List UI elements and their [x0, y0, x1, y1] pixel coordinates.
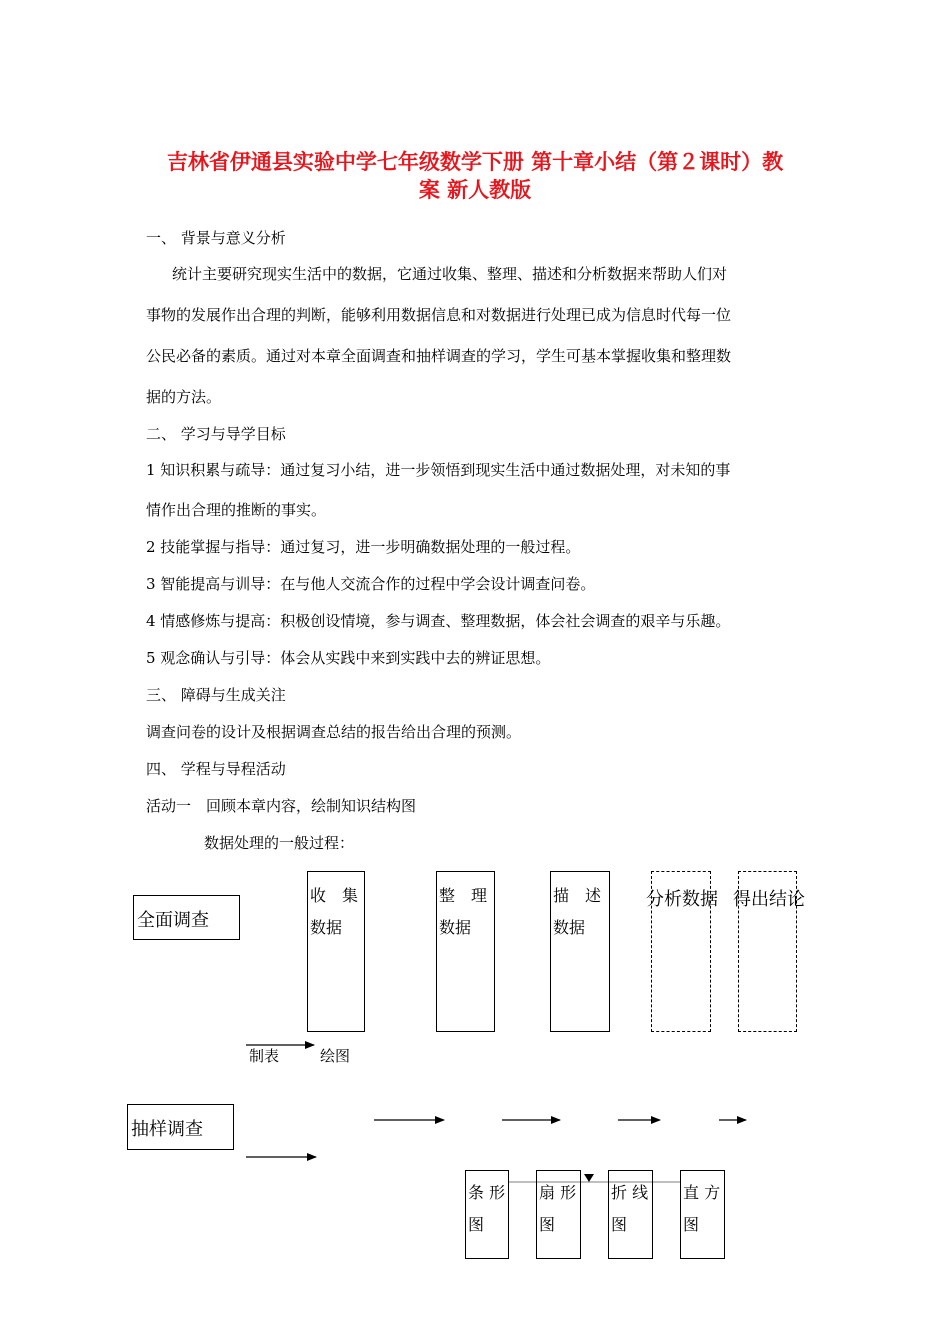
- draw-conclusion-label: 得出结论: [733, 889, 805, 910]
- goal-1-line-2: 情作出合理的推断的事实。: [146, 501, 327, 519]
- plot-label: 绘图: [320, 1047, 351, 1065]
- title-line-1: 吉林省伊通县实验中学七年级数学下册 第十章小结（第２课时）教: [166, 150, 784, 174]
- section-4-heading: 四、 学程与导程活动: [146, 760, 286, 778]
- goal-1-line-1: 1 知识积累与疏导：通过复习小结，进一步领悟到现实生活中通过数据处理，对未知的事: [146, 461, 731, 479]
- activity-1: 活动一 回顾本章内容，绘制知识结构图: [146, 797, 417, 815]
- histogram-label-1: 直 方: [683, 1183, 721, 1202]
- section-2-heading: 二、 学习与导学目标: [146, 425, 286, 443]
- section-1-paragraph-line: 公民必备的素质。通过对本章全面调查和抽样调查的学习，学生可基本掌握收集和整理数: [146, 347, 732, 365]
- charts-down-arrow: [584, 1174, 594, 1182]
- section-1-paragraph-line: 统计主要研究现实生活中的数据，它通过收集、整理、描述和分析数据来帮助人们对: [172, 265, 728, 283]
- line-chart-label-2: 图: [611, 1215, 628, 1234]
- organize-data-label-2: 数据: [439, 918, 472, 937]
- goal-2: 2 技能掌握与指导：通过复习，进一步明确数据处理的一般过程。: [146, 538, 581, 556]
- title-line-2: 案 新人教版: [418, 178, 532, 202]
- full-survey-label: 全面调查: [137, 910, 209, 931]
- line-chart-label-1: 折 线: [611, 1183, 649, 1202]
- bar-chart-label-1: 条 形: [468, 1183, 506, 1202]
- section-3-paragraph: 调查问卷的设计及根据调查总结的报告给出合理的预测。: [146, 723, 522, 741]
- analyze-data-label: 分析数据: [646, 889, 718, 910]
- goal-5: 5 观念确认与引导：体会从实践中来到实践中去的辨证思想。: [146, 649, 551, 667]
- describe-data-label-2: 数据: [553, 918, 586, 937]
- diagram-caption: 数据处理的一般过程：: [204, 834, 355, 852]
- sector-chart-label-2: 图: [539, 1215, 556, 1234]
- goal-3: 3 智能提高与训导：在与他人交流合作的过程中学会设计调查问卷。: [146, 575, 596, 593]
- organize-data-label-1: 整 理: [439, 886, 488, 905]
- section-1-paragraph-line: 事物的发展作出合理的判断，能够利用数据信息和对数据进行处理已成为信息时代每一位: [146, 306, 732, 324]
- describe-data-label-1: 描 述: [553, 886, 602, 905]
- tabulate-label: 制表: [249, 1047, 280, 1065]
- section-1-heading: 一、 背景与意义分析: [146, 229, 286, 247]
- sample-survey-label: 抽样调查: [131, 1119, 203, 1140]
- section-1-paragraph-line: 据的方法。: [146, 388, 222, 406]
- collect-data-label-1: 收 集: [310, 886, 359, 905]
- bar-chart-label-2: 图: [468, 1215, 485, 1234]
- collect-data-label-2: 数据: [310, 918, 343, 937]
- sector-chart-label-1: 扇 形: [539, 1183, 577, 1202]
- section-3-heading: 三、 障碍与生成关注: [146, 686, 286, 704]
- histogram-label-2: 图: [683, 1215, 700, 1234]
- goal-4: 4 情感修炼与提高：积极创设情境，参与调查、整理数据，体会社会调查的艰辛与乐趣。: [146, 612, 731, 630]
